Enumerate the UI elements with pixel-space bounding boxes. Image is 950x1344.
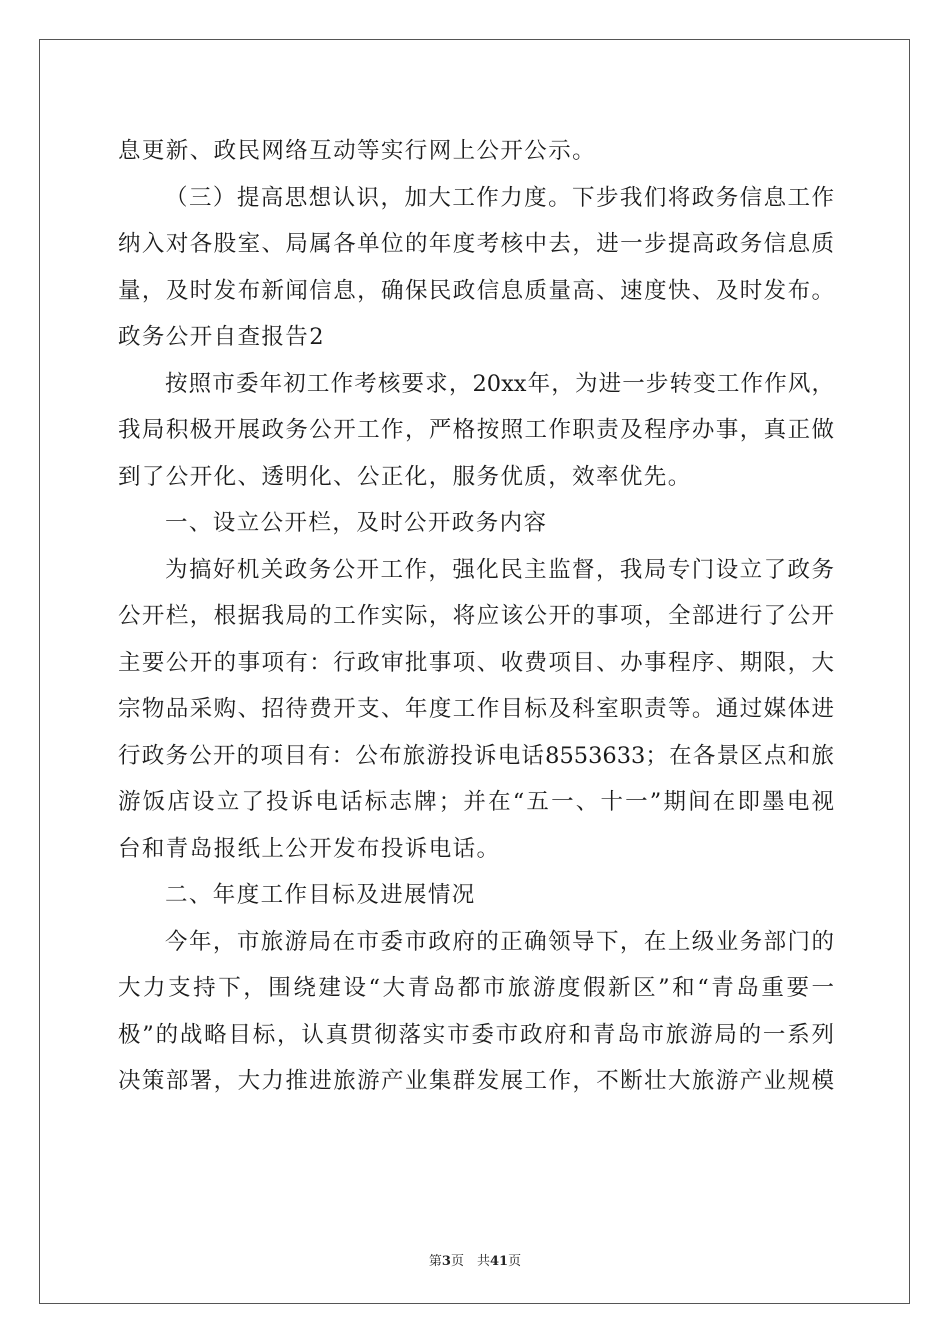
text-line: 今年，市旅游局在市委市政府的正确领导下，在上级业务部门的 [165, 928, 834, 955]
text-line: 为搞好机关政务公开工作，强化民主监督，我局专门设立了政务 [165, 556, 834, 583]
text-line: 到了公开化、透明化、公正化，服务优质，效率优先。 [118, 463, 692, 490]
text-line: 息更新、政民网络互动等实行网上公开公示。 [118, 138, 597, 164]
text-line: 政务公开自查报告2 [118, 324, 325, 350]
text-line: 一、设立公开栏，及时公开政务内容 [165, 510, 548, 536]
footer-prefix: 第 [428, 1254, 442, 1269]
text-line: 量，及时发布新闻信息，确保民政信息质量高、速度快、及时发布。 [118, 277, 834, 304]
text-line: 宗物品采购、招待费开支、年度工作目标及科室职责等。通过媒体进 [118, 696, 834, 722]
footer-total-pages: 41 [489, 1254, 509, 1269]
footer-page-number: 3 [441, 1254, 451, 1269]
text-line: 主要公开的事项有：行政审批事项、收费项目、办事程序、期限，大 [118, 649, 834, 676]
text-line: 按照市委年初工作考核要求，20xx年，为进一步转变工作作风， [165, 370, 834, 397]
text-line: 极”的战略目标，认真贯彻落实市委市政府和青岛市旅游局的一系列 [118, 1021, 834, 1048]
text-line: 大力支持下，围绕建设“大青岛都市旅游度假新区”和“青岛重要一 [118, 975, 834, 1001]
text-line: 我局积极开展政务公开工作，严格按照工作职责及程序办事，真正做 [118, 417, 834, 443]
text-line: 公开栏，根据我局的工作实际，将应该公开的事项，全部进行了公开 [118, 603, 834, 629]
text-line: 台和青岛报纸上公开发布投诉电话。 [118, 835, 501, 862]
text-line: 游饭店设立了投诉电话标志牌；并在“五一、十一”期间在即墨电视 [118, 789, 834, 815]
text-line: （三）提高思想认识，加大工作力度。下步我们将政务信息工作 [165, 184, 834, 211]
document-body [118, 128, 834, 1105]
text-line: 二、年度工作目标及进展情况 [165, 882, 476, 908]
text-line: 决策部署，大力推进旅游产业集群发展工作，不断壮大旅游产业规模 [118, 1068, 834, 1094]
page-footer [0, 1250, 950, 1269]
text-line: 行政务公开的项目有：公布旅游投诉电话8553633；在各景区点和旅 [118, 742, 834, 769]
text-line: 纳入对各股室、局属各单位的年度考核中去，进一步提高政务信息质 [118, 231, 834, 257]
footer-middle: 页 共 [450, 1254, 490, 1269]
footer-suffix: 页 [508, 1254, 522, 1269]
